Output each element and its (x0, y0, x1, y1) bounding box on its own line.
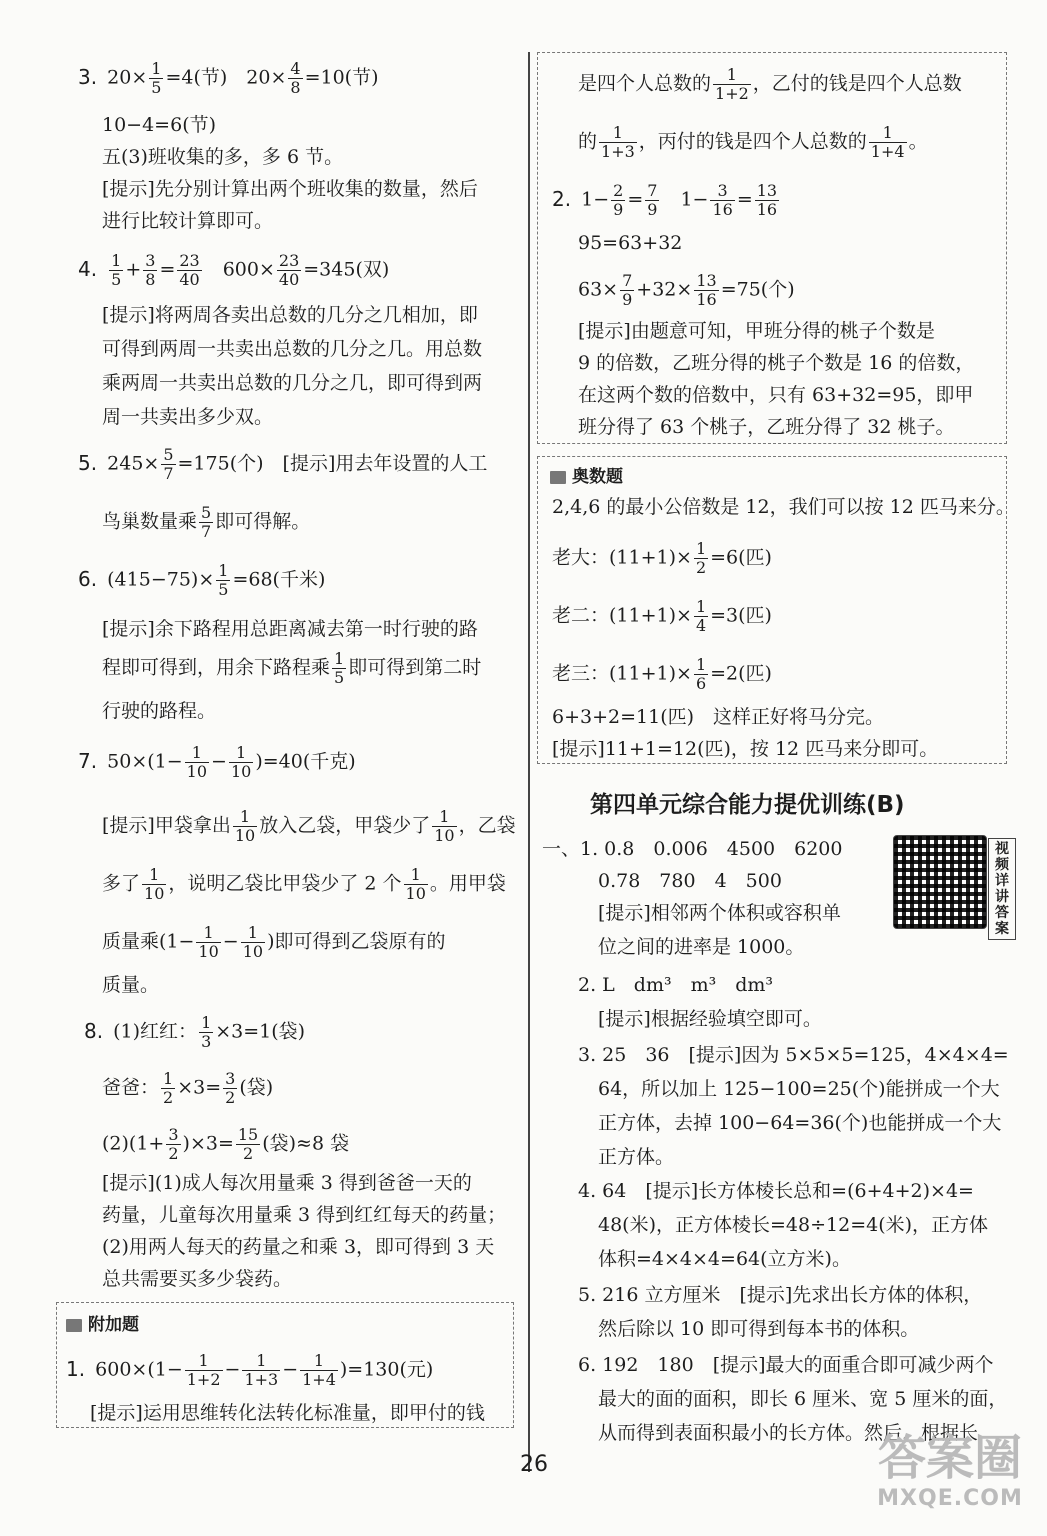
q7-tip: 多了 (102, 872, 141, 895)
fraction (432, 808, 456, 845)
numerator: 1 (229, 744, 253, 763)
olympiad-line2 (552, 540, 772, 577)
fraction (216, 562, 230, 599)
q7-tip1 (102, 808, 516, 845)
q3-line3: 五(3)班收集的多，多 6 节。 (102, 146, 344, 168)
fraction (143, 252, 157, 289)
q4-text: =345(双) (303, 258, 390, 281)
denominator: 5 (334, 668, 345, 687)
q5-line2 (102, 504, 310, 541)
q3-line1 (78, 60, 379, 97)
book-icon (550, 471, 566, 484)
s5-line1: 5. 216 立方厘米 [提示]先求出长方体的体积， (578, 1284, 983, 1306)
q4-number: 4. (78, 256, 98, 281)
q2-number: 2. (552, 186, 572, 211)
fraction (713, 66, 751, 103)
olympiad-tip: [提示]11+1=12(匹)，按 12 匹马来分即可。 (552, 738, 939, 760)
numerator: 7 (647, 181, 658, 200)
q8-line1 (84, 1014, 305, 1051)
q2-line1 (552, 182, 781, 219)
olympiad-text: 老三：(11+1)× (552, 662, 692, 685)
q8-text: (1)红红： (113, 1020, 198, 1043)
q2-text: =75(个) (720, 278, 795, 301)
q5-text: =175(个) [提示]用去年设置的人工 (177, 452, 488, 475)
olympiad-text: =3(匹) (710, 604, 772, 627)
q5-line1 (78, 446, 487, 483)
denominator: 2 (242, 1144, 254, 1163)
operator: = (159, 258, 176, 281)
cont-text: ，丙付的钱是四个人总数的 (638, 130, 867, 153)
s4-line3: 体积=4×4×4=64(立方米)。 (598, 1248, 851, 1270)
s2-line1: 2. L dm³ m³ dm³ (578, 974, 774, 996)
operator: − (211, 750, 227, 773)
denominator: 6 (695, 674, 707, 693)
numerator: 15 (237, 1125, 259, 1144)
watermark-logo (870, 1430, 1030, 1526)
numerator: 1 (233, 808, 257, 827)
fraction (242, 1352, 280, 1389)
numerator: 1 (432, 808, 456, 827)
extra-title (66, 1310, 139, 1335)
q7-number: 7. (78, 748, 98, 773)
numerator: 7 (622, 271, 633, 290)
fraction (142, 866, 166, 903)
denominator: 2 (225, 1088, 236, 1107)
q7-tip: [提示]甲袋拿出 (102, 814, 231, 837)
q8-text: ×3= (177, 1076, 222, 1099)
fraction (694, 598, 708, 635)
fraction (645, 182, 659, 219)
denominator: 3 (201, 1032, 212, 1051)
numerator: 1 (201, 1013, 212, 1032)
fraction (300, 1352, 338, 1389)
fraction (199, 504, 213, 541)
denominator: 1+4 (870, 142, 905, 161)
numerator: 1 (196, 924, 220, 943)
fraction (236, 1126, 260, 1163)
extra-number: 1. (66, 1356, 86, 1381)
cont-text: 的 (578, 130, 598, 153)
fraction (223, 1070, 237, 1107)
q2-tip: [提示]由题意可知，甲班分得的桃子个数是 (578, 320, 935, 342)
denominator: 8 (290, 78, 301, 97)
numerator: 1 (142, 866, 166, 885)
denominator: 2 (168, 1144, 179, 1163)
denominator: 16 (756, 200, 778, 219)
fraction (694, 540, 708, 577)
fraction (149, 60, 163, 97)
operator: = (627, 188, 644, 211)
numerator: 5 (163, 445, 174, 464)
numerator: 3 (710, 182, 734, 201)
q5-text: 即可得解。 (215, 510, 311, 533)
olympiad-line3 (552, 598, 772, 635)
q8-text: ×3=1(袋) (215, 1020, 306, 1043)
numerator: 1 (185, 1352, 223, 1371)
qr-label: 视频详讲答案 (988, 838, 1016, 940)
s3-line2: 64，所以加上 125−100=25(个)能拼成一个大 (598, 1078, 1000, 1100)
cont-line2 (578, 124, 928, 161)
q8-text: )×3= (182, 1132, 234, 1155)
extra-tip: [提示]运用思维转化法转化标准量，即甲付的钱 (90, 1402, 485, 1424)
denominator: 5 (111, 270, 122, 289)
fraction (161, 1070, 175, 1107)
numerator: 1 (300, 1352, 338, 1371)
fraction (185, 744, 209, 781)
cont-text: ，乙付的钱是四个人总数 (752, 72, 962, 95)
column-divider (528, 52, 530, 1472)
olympiad-text: 老大：(11+1)× (552, 546, 692, 569)
q7-tip: ，乙袋 (458, 814, 516, 837)
olympiad-text: =2(匹) (710, 662, 772, 685)
extra-text: )=130(元) (339, 1358, 434, 1381)
q8-text: 爸爸： (102, 1076, 160, 1099)
q3-text: =10(节) (304, 66, 379, 89)
q2-text: 1− (581, 188, 610, 211)
q6-tip: 即可得到第二时 (348, 656, 482, 679)
numerator: 3 (225, 1069, 236, 1088)
olympiad-text: 老二：(11+1)× (552, 604, 692, 627)
q8-tip: 总共需要买多少袋药。 (102, 1268, 293, 1290)
q8-tip: 药量，儿童每次用量乘 3 得到红红每天的药量； (102, 1204, 507, 1226)
q5-text: 245× (107, 452, 160, 475)
numerator: 4 (290, 59, 301, 78)
denominator: 1+2 (715, 84, 749, 103)
q6-line1 (78, 562, 325, 599)
q8-text: (2)(1+ (102, 1132, 165, 1155)
numerator: 3 (145, 251, 156, 270)
numerator: 1 (713, 66, 751, 85)
watermark-text: 答案圈 (877, 1430, 1022, 1486)
denominator: 10 (242, 942, 264, 961)
fraction (288, 60, 302, 97)
numerator: 1 (599, 124, 637, 143)
q6-number: 6. (78, 566, 98, 591)
fraction (277, 252, 301, 289)
s3-line1: 3. 25 36 [提示]因为 5×5×5=125，4×4×4= (578, 1044, 1009, 1066)
q4-text: 600× (203, 258, 275, 281)
q6-text: (415−75)× (107, 568, 215, 591)
fraction (404, 866, 428, 903)
denominator: 10 (234, 826, 256, 845)
q8-number: 8. (84, 1018, 104, 1043)
numerator: 3 (168, 1125, 179, 1144)
book-icon (66, 1319, 82, 1332)
olympiad-line1: 2,4,6 的最小公倍数是 12，我们可以按 12 匹马来分。 (552, 496, 1015, 518)
denominator: 10 (230, 762, 252, 781)
page-number: 26 (520, 1452, 548, 1477)
q3-text: =4(节) 20× (165, 66, 287, 89)
fraction (755, 182, 779, 219)
fraction (694, 656, 708, 693)
q4-tip: 周一共卖出多少双。 (102, 406, 274, 428)
numerator: 5 (201, 503, 212, 522)
denominator: 1+3 (244, 1370, 279, 1389)
q8-tip: (2)用两人每天的药量之和乘 3，即可得到 3 天 (102, 1236, 495, 1258)
q7-tip: 放入乙袋，甲袋少了 (259, 814, 431, 837)
numerator: 1 (242, 1352, 280, 1371)
q3-line2: 10−4=6(节) (102, 114, 217, 136)
q2-text: 1− (661, 188, 709, 211)
numerator: 13 (756, 181, 778, 200)
fraction (229, 744, 253, 781)
s3-line4: 正方体。 (598, 1146, 675, 1168)
numerator: 1 (218, 561, 229, 580)
s5-line2: 然后除以 10 即可得到每本书的体积。 (598, 1318, 920, 1340)
fraction (620, 272, 634, 309)
fraction (109, 252, 123, 289)
fraction (161, 446, 175, 483)
denominator: 7 (201, 522, 212, 541)
fraction (196, 924, 220, 961)
denominator: 4 (695, 616, 707, 635)
denominator: 5 (151, 78, 162, 97)
denominator: 1+2 (186, 1370, 221, 1389)
extra-text: 600×(1− (95, 1358, 183, 1381)
operator: + (125, 258, 142, 281)
q7-tip2 (102, 866, 506, 903)
s6-line2: 最大的面的面积，即长 6 厘米、宽 5 厘米的面， (598, 1388, 1008, 1410)
q8-text: (袋)≈8 袋 (262, 1132, 350, 1155)
q7-tip: 质量乘(1− (102, 930, 195, 953)
fraction (710, 182, 734, 219)
fraction (869, 124, 907, 161)
q6-tip: [提示]余下路程用总距离减去第一时行驶的路 (102, 618, 478, 640)
q7-tip: ，说明乙袋比甲袋少了 2 个 (168, 872, 402, 895)
operator: − (282, 1358, 299, 1381)
q8-line3 (102, 1126, 349, 1163)
denominator: 40 (179, 270, 200, 289)
fraction (185, 1352, 223, 1389)
denominator: 10 (405, 884, 426, 903)
denominator: 5 (218, 580, 229, 599)
olympiad-line4 (552, 656, 772, 693)
q3-number: 3. (78, 64, 98, 89)
denominator: 9 (613, 200, 624, 219)
q6-text: =68(千米) (232, 568, 326, 591)
olympiad-title (550, 462, 623, 487)
numerator: 1 (869, 124, 907, 143)
q4-tip: 乘两周一共卖出总数的几分之几，即可得到两 (102, 372, 483, 394)
q2-tip: 9 的倍数，乙班分得的桃子个数是 16 的倍数， (578, 352, 975, 374)
fraction (166, 1126, 180, 1163)
operator: − (222, 930, 239, 953)
denominator: 10 (198, 942, 219, 961)
numerator: 1 (163, 1069, 174, 1088)
q7-text: )=40(千克) (255, 750, 356, 773)
fraction (611, 182, 625, 219)
q2-line3 (578, 272, 795, 309)
s1-tip: [提示]相邻两个体积或容积单 (598, 902, 841, 924)
fraction (694, 272, 718, 309)
q7-line1 (78, 744, 356, 781)
q2-tip: 在这两个数的倍数中，只有 63+32=95，即甲 (578, 384, 974, 406)
numerator: 1 (151, 59, 162, 78)
s1-line1: 一、1. 0.8 0.006 4500 6200 (542, 838, 843, 860)
q4-line1 (78, 252, 389, 289)
q8-line2 (102, 1070, 273, 1107)
fraction (233, 808, 257, 845)
fraction (599, 124, 637, 161)
q6-tip2 (102, 650, 481, 687)
operator: − (224, 1358, 241, 1381)
extra-line1 (66, 1352, 433, 1389)
cont-text: 。 (908, 130, 928, 153)
q2-text: 63× (578, 278, 619, 301)
denominator: 16 (696, 290, 717, 309)
q8-tip: [提示](1)成人每次用量乘 3 得到爸爸一天的 (102, 1172, 472, 1194)
watermark-url: MXQE.COM (877, 1486, 1023, 1511)
q2-tip: 班分得了 63 个桃子，乙班分得了 32 桃子。 (578, 416, 955, 438)
denominator: 10 (144, 884, 165, 903)
q6-tip: 行驶的路程。 (102, 700, 217, 722)
numerator: 13 (696, 271, 717, 290)
q7-tip: 。用甲袋 (429, 872, 506, 895)
s1-line2: 0.78 780 4 500 (598, 870, 782, 892)
q6-tip: 程即可得到，用余下路程乘 (102, 656, 331, 679)
s3-line3: 正方体，去掉 100−64=36(个)也能拼成一个大 (598, 1112, 1002, 1134)
denominator: 7 (163, 464, 174, 483)
s4-line2: 48(米)，正方体棱长=48÷12=4(米)，正方体 (598, 1214, 989, 1236)
olympiad-title-text: 奥数题 (572, 467, 623, 487)
olympiad-line5: 6+3+2=11(匹) 这样正好将马分完。 (552, 706, 885, 728)
denominator: 8 (145, 270, 156, 289)
q7-tip: 质量。 (102, 974, 160, 996)
q5-text: 鸟巢数量乘 (102, 510, 198, 533)
fraction (199, 1014, 213, 1051)
q4-tip: 可得到两周一共卖出总数的几分之几。用总数 (102, 338, 483, 360)
denominator: 40 (278, 270, 300, 289)
olympiad-text: =6(匹) (710, 546, 772, 569)
numerator: 1 (695, 597, 707, 616)
q3-tip: 进行比较计算即可。 (102, 210, 274, 232)
operator: = (736, 188, 753, 211)
fraction (177, 252, 201, 289)
cont-line1 (578, 66, 962, 103)
denominator: 1+4 (302, 1370, 336, 1389)
q7-tip3 (102, 924, 445, 961)
s2-tip: [提示]根据经验填空即可。 (598, 1008, 822, 1030)
denominator: 1+3 (601, 142, 635, 161)
fraction (241, 924, 265, 961)
numerator: 23 (278, 251, 300, 270)
denominator: 10 (186, 762, 208, 781)
q5-number: 5. (78, 450, 98, 475)
q3-tip: [提示]先分别计算出两个班收集的数量，然后 (102, 178, 478, 200)
numerator: 2 (613, 181, 624, 200)
numerator: 1 (185, 744, 209, 763)
denominator: 9 (647, 200, 658, 219)
fraction (332, 650, 346, 687)
numerator: 1 (404, 866, 428, 885)
q2-line2: 95=63+32 (578, 232, 683, 254)
denominator: 2 (695, 558, 707, 577)
numerator: 23 (179, 251, 200, 270)
section-title: 第四单元综合能力提优训练(B) (590, 792, 905, 818)
numerator: 1 (334, 649, 345, 668)
extra-title-text: 附加题 (88, 1315, 139, 1335)
numerator: 1 (695, 539, 707, 558)
denominator: 16 (712, 200, 733, 219)
q4-tip: [提示]将两周各卖出总数的几分之几相加，即 (102, 304, 478, 326)
s6-line3: 从而得到表面积最小的长方体。然后，根据长 (598, 1422, 979, 1444)
q2-text: +32× (636, 278, 693, 301)
q3-text: 20× (107, 66, 148, 89)
qr-code-icon[interactable] (893, 835, 987, 929)
q7-text: 50×(1− (107, 750, 183, 773)
numerator: 1 (111, 251, 122, 270)
denominator: 9 (622, 290, 633, 309)
q8-text: (袋) (239, 1076, 274, 1099)
s1-tip: 位之间的进率是 1000。 (598, 936, 805, 958)
q7-tip: )即可得到乙袋原有的 (267, 930, 446, 953)
numerator: 1 (241, 924, 265, 943)
s4-line1: 4. 64 [提示]长方体棱长总和=(6+4+2)×4= (578, 1180, 974, 1202)
denominator: 10 (434, 826, 455, 845)
s6-line1: 6. 192 180 [提示]最大的面重合即可减少两个 (578, 1354, 994, 1376)
numerator: 1 (695, 655, 707, 674)
cont-text: 是四个人总数的 (578, 72, 712, 95)
denominator: 2 (163, 1088, 174, 1107)
